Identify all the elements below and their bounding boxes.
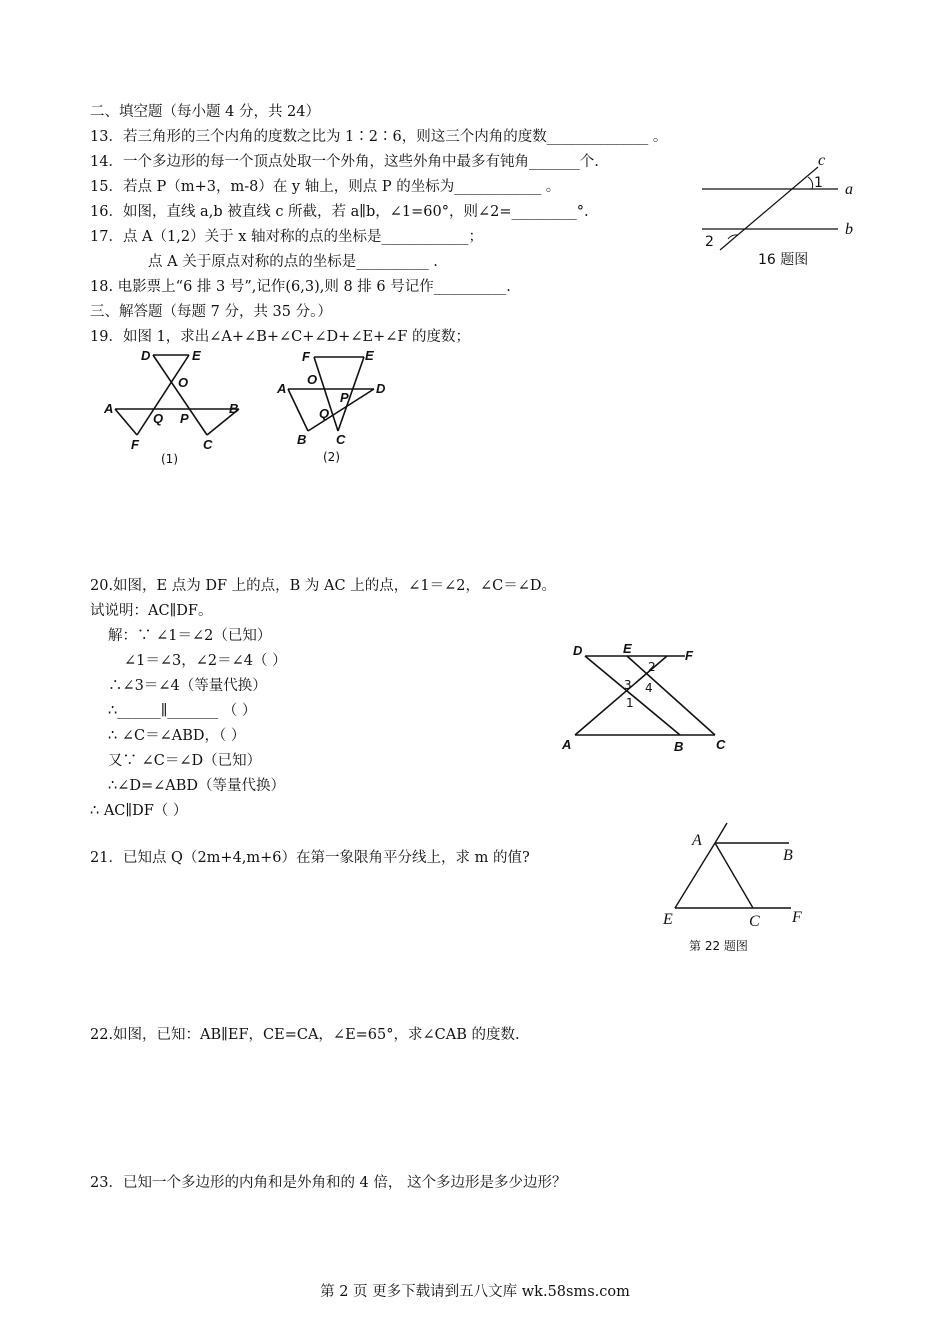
fig20-angle-4: 4 (645, 681, 653, 695)
fig22-label-F: F (792, 909, 802, 926)
fig20-angle-3: 3 (624, 678, 632, 692)
fig16-caption: 16 题图 (758, 252, 809, 268)
q20-step-2: ∠1＝∠3，∠2＝∠4（ ） (124, 653, 287, 669)
fig19-2-label-E: E (365, 348, 374, 363)
fig19-2-label-P: P (340, 390, 349, 405)
question-16: 16．如图，直线 a,b 被直线 c 所截，若 a∥b，∠1=60°，则∠2=_________°. (90, 204, 589, 220)
section-3-header: 三、解答题（每题 7 分，共 35 分。） (90, 304, 332, 320)
q20-step-8: ∴ AC∥DF（ ） (90, 803, 188, 819)
figure-19-1 (95, 345, 255, 470)
q20-step-7: ∴∠D=∠ABD（等量代换） (108, 778, 286, 794)
fig19-2-label-C: C (336, 432, 346, 447)
fig19-2-label-Q: Q (319, 406, 330, 421)
fig19-1-label-B: B (229, 401, 239, 416)
fig20-label-B: B (674, 739, 684, 754)
question-13: 13．若三角形的三个内角的度数之比为 1∶2∶6，则这三个内角的度数______________ 。 (90, 129, 668, 145)
q20-step-1: 解：∵ ∠1＝∠2（已知） (108, 628, 272, 644)
fig19-2-caption: (2) (323, 450, 340, 464)
question-23: 23．已知一个多边形的内角和是外角和的 4 倍， 这个多边形是多少边形？ (90, 1175, 567, 1191)
figure-22 (655, 820, 825, 960)
fig19-1-label-D: D (141, 348, 151, 363)
fig16-label-c: c (818, 152, 826, 169)
q20-step-3: ∴∠3＝∠4（等量代换） (108, 678, 267, 694)
fig20-label-D: D (573, 643, 583, 658)
question-22: 22.如图，已知：AB∥EF，CE=CA，∠E=65°，求∠CAB 的度数. (90, 1027, 520, 1043)
fig19-2-label-F: F (302, 349, 310, 364)
fig22-caption: 第 22 题图 (689, 939, 748, 953)
fig20-label-F: F (685, 648, 693, 663)
question-17-part-2: 点 A 关于原点对称的点的坐标是__________ . (148, 254, 438, 270)
fig20-label-A: A (562, 737, 572, 752)
fig19-2-label-B: B (297, 432, 307, 447)
figure-20 (555, 635, 745, 760)
fig19-1-label-A: A (104, 401, 114, 416)
fig19-1-label-E: E (192, 348, 201, 363)
figure-19-2 (270, 345, 400, 470)
question-21: 21．已知点 Q（2m+4,m+6）在第一象限角平分线上，求 m 的值? (90, 850, 530, 866)
fig22-label-A: A (692, 832, 702, 849)
figure-16 (690, 145, 870, 275)
fig20-label-E: E (623, 641, 632, 656)
question-19: 19．如图 1，求出∠A+∠B+∠C+∠D+∠E+∠F 的度数； (90, 329, 471, 345)
fig19-1-caption: (1) (161, 452, 178, 466)
q20-step-4: ∴______∥_______ （ ） (108, 703, 257, 719)
fig16-label-a: a (845, 181, 853, 198)
fig19-1-label-F: F (131, 437, 139, 452)
fig19-2-label-A: A (277, 381, 287, 396)
fig20-label-C: C (716, 737, 726, 752)
fig19-1-label-P: P (180, 411, 189, 426)
q20-step-6: 又∵ ∠C＝∠D（已知） (108, 753, 262, 769)
question-14: 14．一个多边形的每一个顶点处取一个外角，这些外角中最多有钝角_______个. (90, 154, 599, 170)
fig19-1-label-C: C (203, 437, 213, 452)
section-2-header: 二、填空题（每小题 4 分，共 24） (90, 104, 321, 120)
fig19-2-label-D: D (376, 381, 386, 396)
question-20-prove: 试说明：AC∥DF。 (90, 603, 213, 619)
fig20-angle-2: 2 (648, 660, 656, 674)
fig22-label-C: C (749, 913, 760, 930)
fig20-angle-1: 1 (626, 696, 634, 710)
question-17-part-1: 17．点 A（1,2）关于 x 轴对称的点的坐标是____________； (90, 229, 483, 245)
fig16-angle-1: 1 (814, 175, 823, 191)
fig19-2-label-O: O (307, 372, 318, 387)
fig22-label-B: B (783, 847, 793, 864)
question-20-statement: 20.如图，E 点为 DF 上的点，B 为 AC 上的点，∠1＝∠2，∠C＝∠D。 (90, 578, 556, 594)
fig19-1-label-O: O (178, 375, 189, 390)
fig22-label-E: E (663, 911, 673, 928)
page-footer: 第 2 页 更多下载请到五八文库 wk.58sms.com (320, 1284, 630, 1300)
fig16-angle-2: 2 (705, 234, 714, 250)
fig16-label-b: b (845, 221, 853, 238)
q20-step-5: ∴ ∠C＝∠ABD，（ ） (108, 728, 246, 744)
fig19-1-label-Q: Q (153, 411, 164, 426)
question-18: 18. 电影票上“6 排 3 号”,记作(6,3),则 8 排 6 号记作__________. (90, 279, 511, 295)
question-15: 15．若点 P（m+3，m-8）在 y 轴上，则点 P 的坐标为____________ 。 (90, 179, 561, 195)
